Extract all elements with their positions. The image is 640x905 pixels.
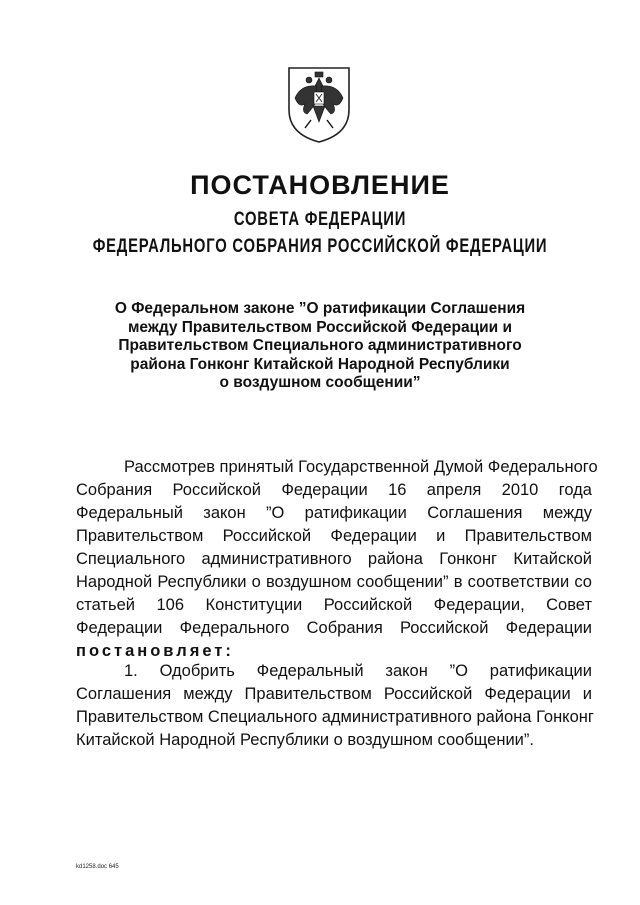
document-subject: [100, 300, 540, 393]
paragraph-line: Народной Республики о воздушном сообщении” в соответствии со: [76, 573, 592, 591]
paragraph-line: Специального административного района Гонконг Китайской: [76, 550, 592, 568]
paragraph-line: Федерации Федерального Собрания Российской Федерации: [76, 619, 592, 637]
preamble-paragraph: [76, 456, 598, 663]
issuer-line-1: СОВЕТА ФЕДЕРАЦИИ: [233, 209, 407, 230]
subject-line: Правительством Специального административного: [118, 337, 522, 354]
subject-line: о воздушном сообщении”: [219, 374, 421, 391]
subject-line: между Правительством Российской Федерации и: [127, 318, 513, 336]
paragraph-line: статьей 106 Конституции Российской Федерации, Совет: [76, 596, 592, 614]
document-code: kd1258.doc 645: [76, 864, 119, 870]
paragraph-line: 1. Одобрить Федеральный закон ”О ратификации: [124, 662, 592, 680]
paragraph-line: Правительством Специального административного района Гонконг: [76, 708, 594, 726]
paragraph-line: Собрания Российской Федерации 16 апреля 2010 года: [76, 481, 592, 499]
clause-1-paragraph: [76, 660, 592, 752]
subject-line: района Гонконг Китайской Народной Республики: [130, 355, 510, 373]
paragraph-line: Правительством Российской Федерации и Правительством: [76, 527, 592, 545]
subject-line: О Федеральном законе ”О ратификации Соглашения: [114, 300, 526, 317]
coat-of-arms-emblem: [283, 64, 355, 144]
resolves-word: постановляет:: [76, 642, 234, 660]
issuer-line-2: ФЕДЕРАЛЬНОГО СОБРАНИЯ РОССИЙСКОЙ ФЕДЕРАЦИИ: [92, 236, 548, 257]
paragraph-line: Китайской Народной Республики о воздушном сообщении”.: [76, 731, 534, 749]
paragraph-line: Рассмотрев принятый Государственной Думой Федерального: [124, 458, 598, 476]
document-title: ПОСТАНОВЛЕНИЕ: [190, 170, 450, 200]
paragraph-line: Федеральный закон ”О ратификации Соглашения между: [76, 504, 592, 522]
paragraph-line: Соглашения между Правительством Российской Федерации и: [76, 685, 592, 703]
